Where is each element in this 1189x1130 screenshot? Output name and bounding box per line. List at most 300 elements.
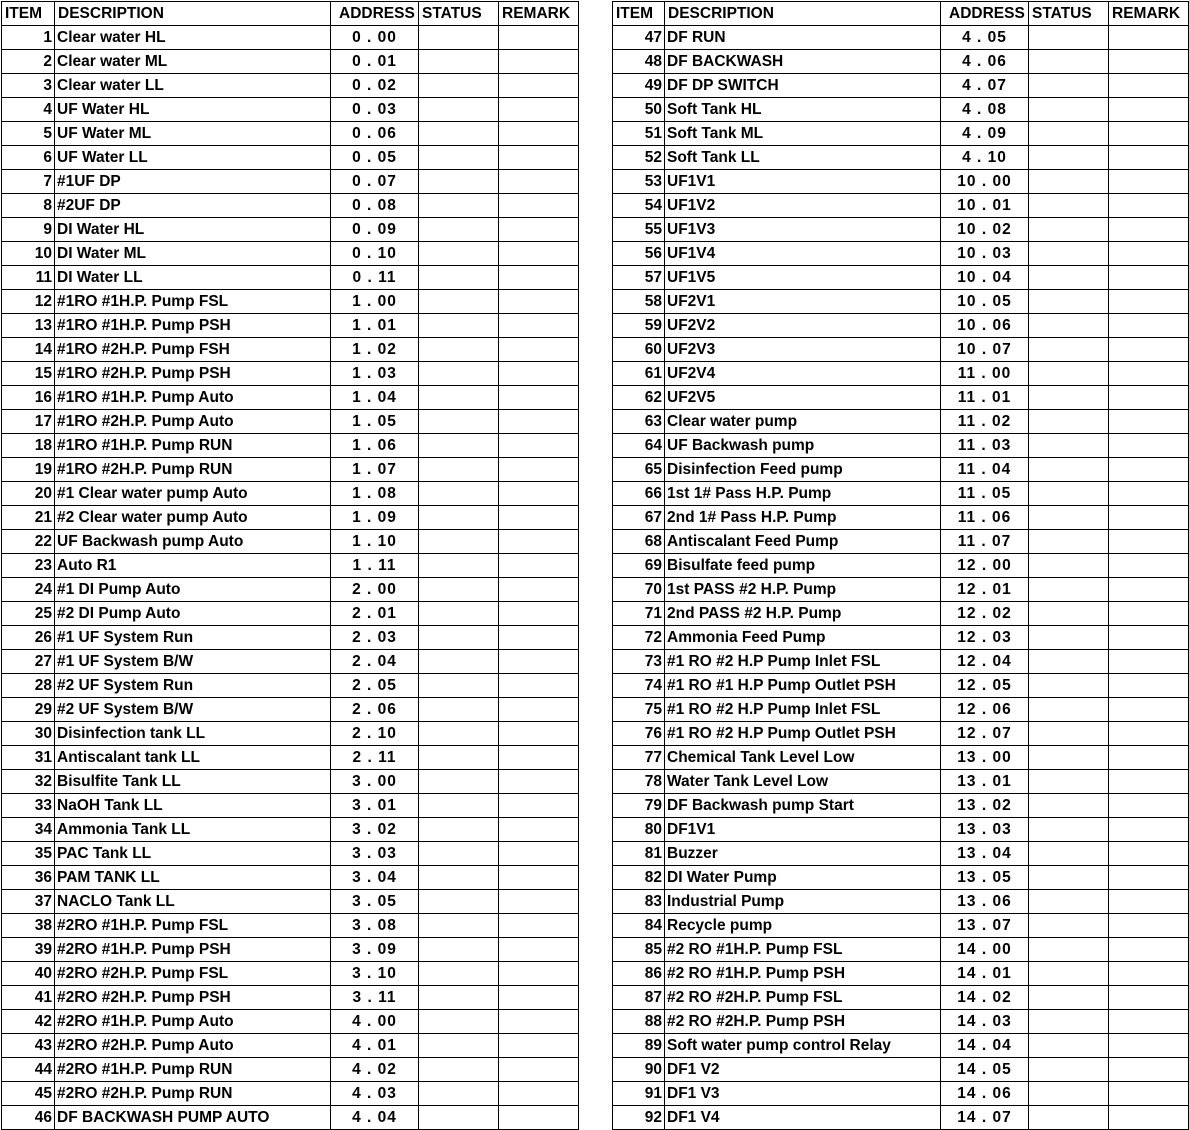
description-cell: #2UF DP bbox=[55, 194, 331, 218]
address-cell: 10 . 07 bbox=[941, 338, 1029, 362]
description-cell: #2 RO #1H.P. Pump FSL bbox=[665, 938, 941, 962]
remark-cell bbox=[1109, 410, 1189, 434]
remark-cell bbox=[1109, 626, 1189, 650]
item-cell: 42 bbox=[2, 1010, 55, 1034]
remark-cell bbox=[1109, 290, 1189, 314]
remark-cell bbox=[1109, 482, 1189, 506]
description-cell: #2 DI Pump Auto bbox=[55, 602, 331, 626]
status-cell bbox=[419, 938, 499, 962]
description-cell: Chemical Tank Level Low bbox=[665, 746, 941, 770]
remark-cell bbox=[499, 170, 579, 194]
item-cell: 61 bbox=[613, 362, 665, 386]
description-cell: Clear water HL bbox=[55, 26, 331, 50]
item-cell: 60 bbox=[613, 338, 665, 362]
header-row bbox=[613, 2, 1189, 26]
address-cell: 3 . 08 bbox=[331, 914, 419, 938]
table-row bbox=[2, 530, 579, 554]
table-row bbox=[2, 962, 579, 986]
status-cell bbox=[1029, 26, 1109, 50]
address-cell: 12 . 07 bbox=[941, 722, 1029, 746]
item-cell: 64 bbox=[613, 434, 665, 458]
remark-cell bbox=[1109, 506, 1189, 530]
item-cell: 50 bbox=[613, 98, 665, 122]
description-cell: UF1V2 bbox=[665, 194, 941, 218]
status-cell bbox=[419, 1034, 499, 1058]
description-cell: DF DP SWITCH bbox=[665, 74, 941, 98]
status-cell bbox=[419, 146, 499, 170]
item-cell: 34 bbox=[2, 818, 55, 842]
table-row bbox=[613, 626, 1189, 650]
address-cell: 14 . 05 bbox=[941, 1058, 1029, 1082]
item-cell: 51 bbox=[613, 122, 665, 146]
remark-cell bbox=[1109, 98, 1189, 122]
description-cell: UF2V2 bbox=[665, 314, 941, 338]
description-cell: #2RO #1H.P. Pump PSH bbox=[55, 938, 331, 962]
table-row bbox=[613, 386, 1189, 410]
status-cell bbox=[419, 1082, 499, 1106]
item-cell: 79 bbox=[613, 794, 665, 818]
item-cell: 12 bbox=[2, 290, 55, 314]
address-cell: 12 . 06 bbox=[941, 698, 1029, 722]
address-cell: 12 . 02 bbox=[941, 602, 1029, 626]
item-cell: 10 bbox=[2, 242, 55, 266]
address-cell: 0 . 02 bbox=[331, 74, 419, 98]
item-cell: 86 bbox=[613, 962, 665, 986]
status-cell bbox=[1029, 698, 1109, 722]
table-row bbox=[2, 842, 579, 866]
item-cell: 65 bbox=[613, 458, 665, 482]
remark-cell bbox=[499, 770, 579, 794]
description-cell: DF1V1 bbox=[665, 818, 941, 842]
address-cell: 3 . 01 bbox=[331, 794, 419, 818]
remark-cell bbox=[1109, 914, 1189, 938]
description-cell: #2 RO #1H.P. Pump PSH bbox=[665, 962, 941, 986]
item-cell: 53 bbox=[613, 170, 665, 194]
table-row bbox=[2, 386, 579, 410]
remark-cell bbox=[499, 218, 579, 242]
table-row bbox=[613, 1034, 1189, 1058]
item-cell: 1 bbox=[2, 26, 55, 50]
table-row bbox=[613, 74, 1189, 98]
address-cell: 12 . 00 bbox=[941, 554, 1029, 578]
description-cell: #1 RO #2 H.P Pump Inlet FSL bbox=[665, 650, 941, 674]
address-cell: 10 . 04 bbox=[941, 266, 1029, 290]
table-row bbox=[613, 506, 1189, 530]
table-row bbox=[613, 890, 1189, 914]
remark-cell bbox=[499, 746, 579, 770]
address-cell: 1 . 03 bbox=[331, 362, 419, 386]
remark-cell bbox=[499, 314, 579, 338]
remark-cell bbox=[499, 986, 579, 1010]
address-cell: 10 . 00 bbox=[941, 170, 1029, 194]
description-cell: Antiscalant tank LL bbox=[55, 746, 331, 770]
table-row bbox=[2, 1082, 579, 1106]
item-cell: 20 bbox=[2, 482, 55, 506]
status-cell bbox=[1029, 1034, 1109, 1058]
table-row bbox=[613, 266, 1189, 290]
status-cell bbox=[1029, 1058, 1109, 1082]
table-row bbox=[613, 842, 1189, 866]
remark-cell bbox=[499, 1082, 579, 1106]
table-row bbox=[613, 170, 1189, 194]
remark-cell bbox=[499, 818, 579, 842]
table-row bbox=[2, 26, 579, 50]
item-cell: 21 bbox=[2, 506, 55, 530]
description-cell: #1UF DP bbox=[55, 170, 331, 194]
remark-cell bbox=[1109, 74, 1189, 98]
status-cell bbox=[1029, 194, 1109, 218]
address-cell: 10 . 03 bbox=[941, 242, 1029, 266]
remark-cell bbox=[1109, 338, 1189, 362]
description-cell: DF BACKWASH bbox=[665, 50, 941, 74]
status-cell bbox=[1029, 50, 1109, 74]
item-cell: 92 bbox=[613, 1106, 665, 1130]
table-row bbox=[613, 1106, 1189, 1130]
remark-cell bbox=[1109, 770, 1189, 794]
table-row bbox=[613, 482, 1189, 506]
status-cell bbox=[419, 458, 499, 482]
address-cell: 1 . 01 bbox=[331, 314, 419, 338]
address-cell: 1 . 05 bbox=[331, 410, 419, 434]
address-cell: 14 . 04 bbox=[941, 1034, 1029, 1058]
status-cell bbox=[419, 698, 499, 722]
item-cell: 5 bbox=[2, 122, 55, 146]
table-row bbox=[2, 338, 579, 362]
remark-cell bbox=[499, 842, 579, 866]
remark-cell bbox=[499, 554, 579, 578]
address-cell: 1 . 02 bbox=[331, 338, 419, 362]
description-cell: 2nd PASS #2 H.P. Pump bbox=[665, 602, 941, 626]
table-row bbox=[2, 554, 579, 578]
address-cell: 2 . 11 bbox=[331, 746, 419, 770]
table-row bbox=[613, 962, 1189, 986]
status-cell bbox=[1029, 770, 1109, 794]
address-cell: 4 . 05 bbox=[941, 26, 1029, 50]
header-row bbox=[2, 2, 579, 26]
description-cell: #1RO #1H.P. Pump RUN bbox=[55, 434, 331, 458]
address-cell: 0 . 08 bbox=[331, 194, 419, 218]
remark-cell bbox=[499, 74, 579, 98]
table-row bbox=[613, 434, 1189, 458]
status-cell bbox=[1029, 74, 1109, 98]
address-cell: 11 . 03 bbox=[941, 434, 1029, 458]
table-row bbox=[2, 170, 579, 194]
address-cell: 4 . 03 bbox=[331, 1082, 419, 1106]
status-cell bbox=[419, 98, 499, 122]
remark-cell bbox=[499, 530, 579, 554]
address-cell: 0 . 07 bbox=[331, 170, 419, 194]
status-cell bbox=[419, 26, 499, 50]
address-cell: 3 . 00 bbox=[331, 770, 419, 794]
description-cell: Water Tank Level Low bbox=[665, 770, 941, 794]
item-cell: 41 bbox=[2, 986, 55, 1010]
address-cell: 1 . 00 bbox=[331, 290, 419, 314]
status-cell bbox=[1029, 242, 1109, 266]
address-cell: 13 . 05 bbox=[941, 866, 1029, 890]
remark-cell bbox=[1109, 674, 1189, 698]
address-cell: 0 . 01 bbox=[331, 50, 419, 74]
item-cell: 80 bbox=[613, 818, 665, 842]
header-address: ADDRESS bbox=[331, 2, 419, 26]
table-row bbox=[2, 146, 579, 170]
address-cell: 1 . 07 bbox=[331, 458, 419, 482]
description-cell: Clear water pump bbox=[665, 410, 941, 434]
description-cell: DF Backwash pump Start bbox=[665, 794, 941, 818]
status-cell bbox=[419, 410, 499, 434]
item-cell: 8 bbox=[2, 194, 55, 218]
description-cell: #1 DI Pump Auto bbox=[55, 578, 331, 602]
status-cell bbox=[1029, 842, 1109, 866]
address-cell: 1 . 09 bbox=[331, 506, 419, 530]
remark-cell bbox=[1109, 938, 1189, 962]
description-cell: UF Water ML bbox=[55, 122, 331, 146]
description-cell: Soft Tank ML bbox=[665, 122, 941, 146]
address-cell: 4 . 00 bbox=[331, 1010, 419, 1034]
status-cell bbox=[1029, 1082, 1109, 1106]
table-row bbox=[2, 650, 579, 674]
description-cell: Ammonia Tank LL bbox=[55, 818, 331, 842]
address-cell: 10 . 05 bbox=[941, 290, 1029, 314]
remark-cell bbox=[1109, 1034, 1189, 1058]
remark-cell bbox=[499, 98, 579, 122]
remark-cell bbox=[499, 914, 579, 938]
status-cell bbox=[1029, 410, 1109, 434]
remark-cell bbox=[499, 1010, 579, 1034]
item-cell: 30 bbox=[2, 722, 55, 746]
address-cell: 4 . 06 bbox=[941, 50, 1029, 74]
remark-cell bbox=[1109, 458, 1189, 482]
table-row bbox=[2, 602, 579, 626]
table-row bbox=[2, 50, 579, 74]
item-cell: 70 bbox=[613, 578, 665, 602]
address-cell: 14 . 06 bbox=[941, 1082, 1029, 1106]
io-table-right bbox=[612, 1, 1189, 1130]
status-cell bbox=[419, 362, 499, 386]
description-cell: #1 UF System B/W bbox=[55, 650, 331, 674]
address-cell: 1 . 11 bbox=[331, 554, 419, 578]
remark-cell bbox=[1109, 122, 1189, 146]
status-cell bbox=[419, 1010, 499, 1034]
item-cell: 74 bbox=[613, 674, 665, 698]
status-cell bbox=[419, 506, 499, 530]
description-cell: 1st 1# Pass H.P. Pump bbox=[665, 482, 941, 506]
address-cell: 3 . 11 bbox=[331, 986, 419, 1010]
remark-cell bbox=[1109, 266, 1189, 290]
table-row bbox=[613, 458, 1189, 482]
address-cell: 0 . 11 bbox=[331, 266, 419, 290]
item-cell: 17 bbox=[2, 410, 55, 434]
item-cell: 58 bbox=[613, 290, 665, 314]
item-cell: 25 bbox=[2, 602, 55, 626]
remark-cell bbox=[499, 698, 579, 722]
description-cell: 2nd 1# Pass H.P. Pump bbox=[665, 506, 941, 530]
table-row bbox=[613, 698, 1189, 722]
item-cell: 46 bbox=[2, 1106, 55, 1130]
header-remark: REMARK bbox=[1109, 2, 1189, 26]
remark-cell bbox=[1109, 794, 1189, 818]
description-cell: Antiscalant Feed Pump bbox=[665, 530, 941, 554]
description-cell: UF1V5 bbox=[665, 266, 941, 290]
address-cell: 12 . 04 bbox=[941, 650, 1029, 674]
item-cell: 89 bbox=[613, 1034, 665, 1058]
description-cell: #1RO #2H.P. Pump Auto bbox=[55, 410, 331, 434]
remark-cell bbox=[499, 674, 579, 698]
item-cell: 9 bbox=[2, 218, 55, 242]
remark-cell bbox=[1109, 578, 1189, 602]
address-cell: 1 . 08 bbox=[331, 482, 419, 506]
status-cell bbox=[419, 650, 499, 674]
remark-cell bbox=[499, 1034, 579, 1058]
remark-cell bbox=[499, 890, 579, 914]
description-cell: #2RO #1H.P. Pump RUN bbox=[55, 1058, 331, 1082]
address-cell: 3 . 04 bbox=[331, 866, 419, 890]
remark-cell bbox=[1109, 1106, 1189, 1130]
remark-cell bbox=[1109, 650, 1189, 674]
item-cell: 47 bbox=[613, 26, 665, 50]
table-row bbox=[2, 890, 579, 914]
status-cell bbox=[419, 50, 499, 74]
description-cell: NACLO Tank LL bbox=[55, 890, 331, 914]
description-cell: #1RO #1H.P. Pump FSL bbox=[55, 290, 331, 314]
remark-cell bbox=[499, 626, 579, 650]
description-cell: Soft water pump control Relay bbox=[665, 1034, 941, 1058]
status-cell bbox=[419, 434, 499, 458]
table-row bbox=[2, 698, 579, 722]
table-row bbox=[613, 674, 1189, 698]
table-row bbox=[613, 650, 1189, 674]
address-cell: 0 . 05 bbox=[331, 146, 419, 170]
remark-cell bbox=[499, 722, 579, 746]
item-cell: 11 bbox=[2, 266, 55, 290]
status-cell bbox=[1029, 386, 1109, 410]
description-cell: #1RO #2H.P. Pump FSH bbox=[55, 338, 331, 362]
item-cell: 62 bbox=[613, 386, 665, 410]
address-cell: 11 . 01 bbox=[941, 386, 1029, 410]
description-cell: #2 RO #2H.P. Pump PSH bbox=[665, 1010, 941, 1034]
status-cell bbox=[419, 170, 499, 194]
status-cell bbox=[419, 122, 499, 146]
status-cell bbox=[419, 242, 499, 266]
table-row bbox=[613, 26, 1189, 50]
table-row bbox=[613, 1082, 1189, 1106]
item-cell: 71 bbox=[613, 602, 665, 626]
description-cell: Clear water LL bbox=[55, 74, 331, 98]
address-cell: 0 . 03 bbox=[331, 98, 419, 122]
description-cell: #1 RO #2 H.P Pump Outlet PSH bbox=[665, 722, 941, 746]
description-cell: #2RO #1H.P. Pump FSL bbox=[55, 914, 331, 938]
status-cell bbox=[1029, 650, 1109, 674]
table-row bbox=[2, 866, 579, 890]
description-cell: PAM TANK LL bbox=[55, 866, 331, 890]
address-cell: 13 . 00 bbox=[941, 746, 1029, 770]
description-cell: #1 Clear water pump Auto bbox=[55, 482, 331, 506]
table-row bbox=[2, 1058, 579, 1082]
table-row bbox=[613, 818, 1189, 842]
address-cell: 3 . 02 bbox=[331, 818, 419, 842]
remark-cell bbox=[499, 866, 579, 890]
table-row bbox=[613, 914, 1189, 938]
item-cell: 87 bbox=[613, 986, 665, 1010]
status-cell bbox=[1029, 146, 1109, 170]
remark-cell bbox=[1109, 146, 1189, 170]
remark-cell bbox=[1109, 842, 1189, 866]
item-cell: 78 bbox=[613, 770, 665, 794]
address-cell: 13 . 07 bbox=[941, 914, 1029, 938]
status-cell bbox=[1029, 818, 1109, 842]
remark-cell bbox=[1109, 50, 1189, 74]
table-row bbox=[2, 242, 579, 266]
table-row bbox=[613, 602, 1189, 626]
status-cell bbox=[419, 794, 499, 818]
status-cell bbox=[1029, 458, 1109, 482]
address-cell: 2 . 04 bbox=[331, 650, 419, 674]
address-cell: 12 . 01 bbox=[941, 578, 1029, 602]
table-row bbox=[613, 746, 1189, 770]
status-cell bbox=[1029, 890, 1109, 914]
address-cell: 0 . 00 bbox=[331, 26, 419, 50]
description-cell: PAC Tank LL bbox=[55, 842, 331, 866]
remark-cell bbox=[1109, 26, 1189, 50]
description-cell: UF Water LL bbox=[55, 146, 331, 170]
remark-cell bbox=[1109, 362, 1189, 386]
address-cell: 14 . 02 bbox=[941, 986, 1029, 1010]
remark-cell bbox=[499, 338, 579, 362]
item-cell: 33 bbox=[2, 794, 55, 818]
status-cell bbox=[419, 866, 499, 890]
status-cell bbox=[1029, 938, 1109, 962]
table-row bbox=[2, 194, 579, 218]
description-cell: Soft Tank LL bbox=[665, 146, 941, 170]
item-cell: 66 bbox=[613, 482, 665, 506]
status-cell bbox=[1029, 674, 1109, 698]
item-cell: 27 bbox=[2, 650, 55, 674]
description-cell: Disinfection tank LL bbox=[55, 722, 331, 746]
item-cell: 26 bbox=[2, 626, 55, 650]
item-cell: 39 bbox=[2, 938, 55, 962]
item-cell: 73 bbox=[613, 650, 665, 674]
item-cell: 54 bbox=[613, 194, 665, 218]
remark-cell bbox=[1109, 170, 1189, 194]
table-row bbox=[2, 482, 579, 506]
item-cell: 72 bbox=[613, 626, 665, 650]
description-cell: #2 Clear water pump Auto bbox=[55, 506, 331, 530]
address-cell: 12 . 05 bbox=[941, 674, 1029, 698]
remark-cell bbox=[499, 794, 579, 818]
item-cell: 48 bbox=[613, 50, 665, 74]
item-cell: 83 bbox=[613, 890, 665, 914]
item-cell: 55 bbox=[613, 218, 665, 242]
description-cell: UF1V4 bbox=[665, 242, 941, 266]
item-cell: 77 bbox=[613, 746, 665, 770]
remark-cell bbox=[499, 1106, 579, 1130]
description-cell: #2RO #1H.P. Pump Auto bbox=[55, 1010, 331, 1034]
description-cell: Bisulfate feed pump bbox=[665, 554, 941, 578]
description-cell: #2 UF System B/W bbox=[55, 698, 331, 722]
status-cell bbox=[1029, 722, 1109, 746]
header-description: DESCRIPTION bbox=[55, 2, 331, 26]
table-row bbox=[613, 242, 1189, 266]
header-remark: REMARK bbox=[499, 2, 579, 26]
item-cell: 29 bbox=[2, 698, 55, 722]
table-row bbox=[613, 194, 1189, 218]
description-cell: #1 RO #2 H.P Pump Inlet FSL bbox=[665, 698, 941, 722]
table-row bbox=[2, 122, 579, 146]
table-row bbox=[2, 770, 579, 794]
status-cell bbox=[419, 266, 499, 290]
item-cell: 85 bbox=[613, 938, 665, 962]
status-cell bbox=[419, 602, 499, 626]
description-cell: Bisulfite Tank LL bbox=[55, 770, 331, 794]
